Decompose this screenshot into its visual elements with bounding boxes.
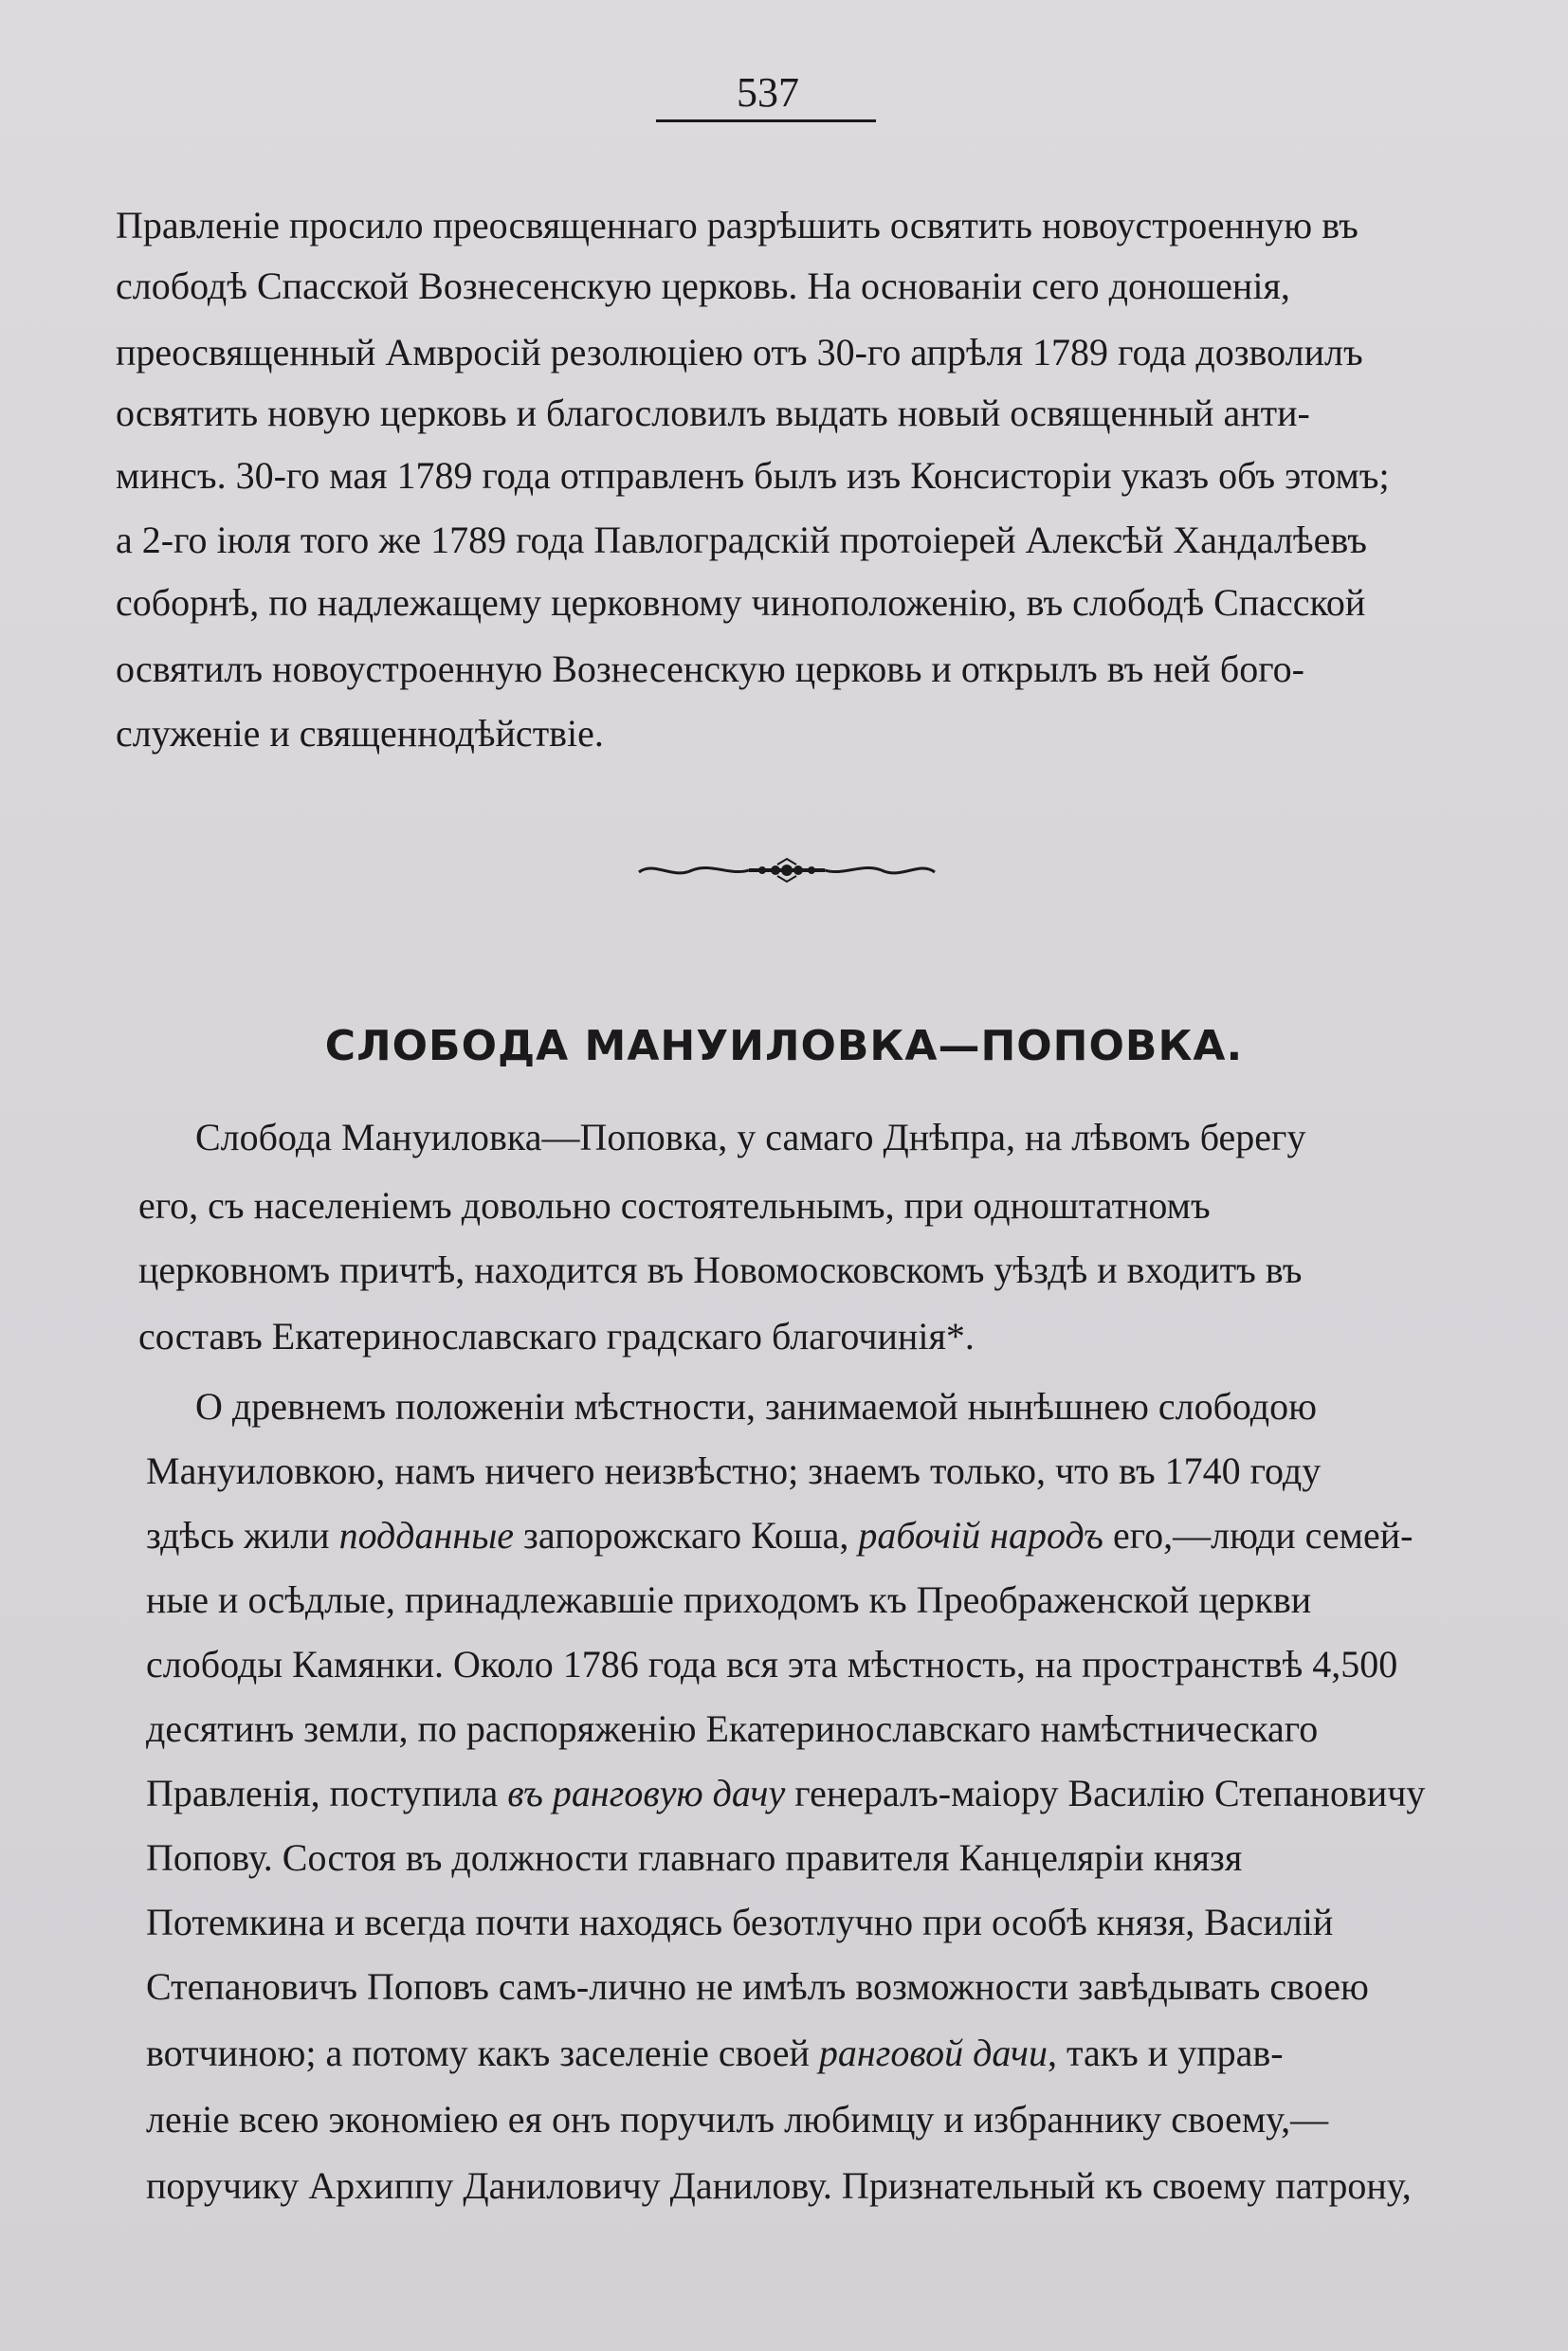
text-span: , такъ и управ-	[1047, 2032, 1284, 2074]
text-span: запорожскаго Коша,	[514, 1514, 859, 1557]
text-line: ные и осѣдлые, принадлежавшіе приходомъ къ Преображенской церкви	[146, 1578, 1312, 1621]
text-line: минсъ. 30-го мая 1789 года отправленъ былъ изъ Консисторіи указъ объ этомъ;	[116, 454, 1390, 497]
text-line: церковномъ причтѣ, находится въ Новомосковскомъ уѣздѣ и входитъ въ	[138, 1248, 1303, 1291]
text-line: слободѣ Спасской Вознесенскую церковь. На основаніи сего доношенія,	[116, 264, 1290, 307]
text-line	[146, 1513, 1413, 1558]
text-span: Правленія, поступила	[146, 1772, 508, 1814]
divider-ornament-icon	[635, 851, 939, 889]
text-line: составъ Екатеринославскаго градскаго благочинія*.	[138, 1315, 975, 1358]
text-line: Правленіе просило преосвященнаго разрѣшить освятить новоустроенную въ	[116, 204, 1358, 246]
text-line: О древнемъ положеніи мѣстности, занимаемой нынѣшнею слободою	[195, 1385, 1318, 1428]
text-line: Потемкина и всегда почти находясь безотлучно при особѣ князя, Василій	[146, 1901, 1334, 1943]
italic-term: въ ранговую дачу	[507, 1772, 786, 1814]
italic-term: подданные	[338, 1514, 515, 1557]
text-span: здѣсь жили	[146, 1514, 339, 1557]
text-span: его,—люди семей-	[1103, 1514, 1413, 1557]
italic-term: рабочій народъ	[858, 1514, 1103, 1557]
text-line: его, съ населеніемъ довольно состоятельнымъ, при одноштатномъ	[138, 1184, 1211, 1227]
text-line: десятинъ земли, по распоряженію Екатеринославскаго намѣстническаго	[146, 1707, 1319, 1750]
text-line: леніе всею экономіею ея онъ поручилъ любимцу и избраннику своему,—	[146, 2098, 1329, 2141]
text-line	[146, 1771, 1425, 1816]
text-span: вотчиною; а потому какъ заселеніе своей	[146, 2032, 819, 2074]
text-line: Мануиловкою, намъ ничего неизвѣстно; знаемъ только, что въ 1740 году	[146, 1449, 1322, 1492]
page-number: 537	[737, 69, 799, 116]
text-span: генералъ-маіору Василію Степановичу	[785, 1772, 1426, 1814]
text-line: Слобода Мануиловка—Поповка, у самаго Днѣпра, на лѣвомъ берегу	[195, 1116, 1306, 1158]
text-line: служеніе и священнодѣйствіе.	[116, 712, 604, 755]
text-line: а 2-го іюля того же 1789 года Павлоградскій протоіерей Алексѣй Хандалѣевъ	[116, 519, 1367, 561]
page-number-rule	[656, 119, 876, 122]
text-line: преосвященный Амвросій резолюціею отъ 30-го апрѣля 1789 года дозволилъ	[116, 331, 1363, 374]
text-line: слободы Камянки. Около 1786 года вся эта мѣстность, на пространствѣ 4,500	[146, 1643, 1398, 1686]
text-line: освятилъ новоустроенную Вознесенскую церковь и открылъ въ ней бого-	[116, 647, 1304, 690]
text-line: Степановичъ Поповъ самъ-лично не имѣлъ возможности завѣдывать своею	[146, 1965, 1369, 2008]
text-line: соборнѣ, по надлежащему церковному чиноположенію, въ слободѣ Спасской	[116, 581, 1366, 624]
text-line: поручику Архиппу Даниловичу Данилову. Признательный къ своему патрону,	[146, 2164, 1412, 2207]
text-line: освятить новую церковь и благословилъ выдать новый освященный анти-	[116, 392, 1310, 434]
text-line	[146, 2031, 1284, 2076]
section-title: СЛОБОДА МАНУИЛОВКА—ПОПОВКА.	[324, 1022, 1244, 1070]
italic-term: ранговой дачи	[818, 2032, 1048, 2074]
text-line: Попову. Состоя въ должности главнаго правителя Канцеляріи князя	[146, 1836, 1243, 1879]
